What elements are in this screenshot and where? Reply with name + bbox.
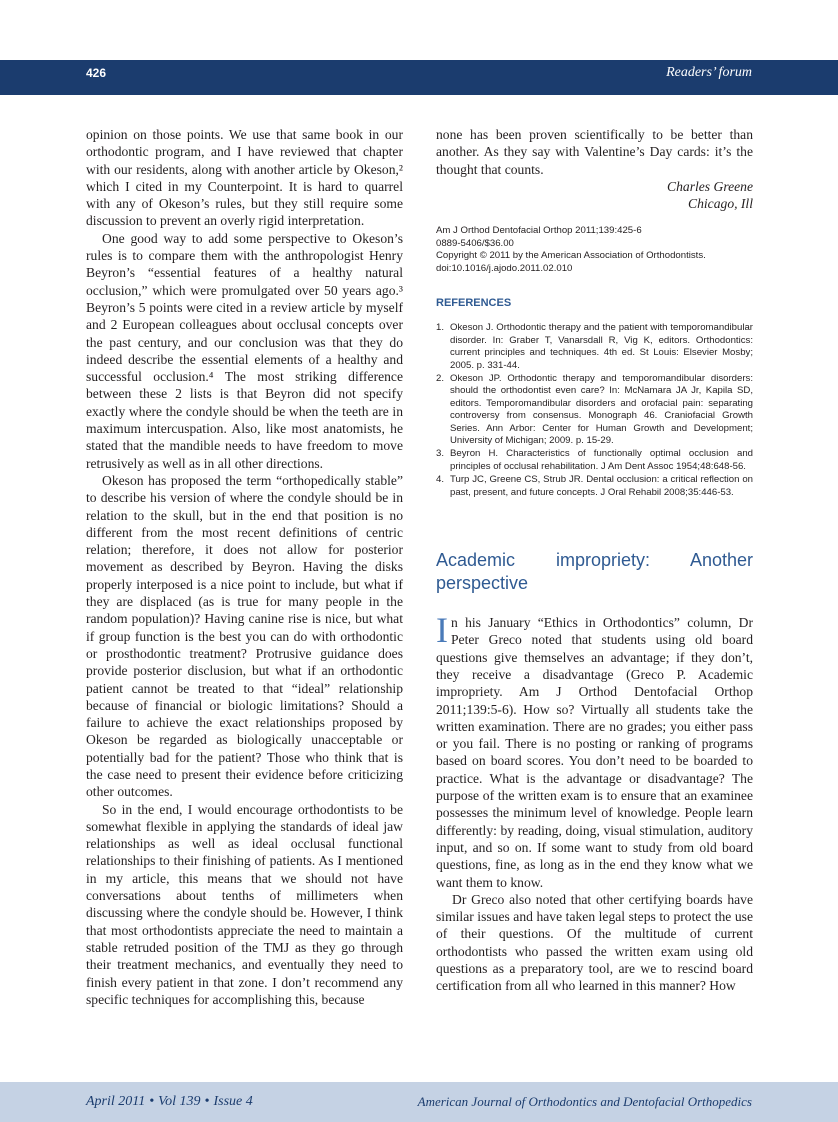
signature-name: Charles Greene [667, 178, 753, 194]
references-heading: REFERENCES [436, 297, 512, 310]
reference-number: 3. [436, 448, 445, 460]
footer-journal-name: American Journal of Orthodontics and Dentofacial Orthopedics [417, 1094, 752, 1109]
header-bar [0, 60, 838, 95]
page-number: 426 [86, 66, 107, 80]
reference-number: 2. [436, 373, 445, 385]
footer-issue: Issue 4 [213, 1094, 253, 1109]
article-paragraph [436, 610, 753, 891]
reference-text: Okeson J. Orthodontic therapy and the patient with temporomandibular disorder. In: Graber T, Vanarsdall R, Vig K, editors. Orthodontics: current principles and techniques. 4th ed. St Louis: Elsevier Mosby; 2005. p. 331-44. [450, 322, 753, 371]
footer-date: April 2011 [86, 1094, 146, 1109]
bullet-separator: • [149, 1094, 155, 1109]
citation-issn: 0889-5406/$36.00 [436, 237, 514, 249]
article-title: Academic impropriety: Another perspective [436, 550, 753, 594]
references-list [436, 322, 753, 499]
paragraph: opinion on those points. We use that same book in our orthodontic program, and I have reviewed that chapter with our residents, along with another article by Okeson,² which I cited in my Counterpoint. It is hard to quarrel with any of Okeson’s rules, but they still require some discussion to prevent an overly rigid interpretation. [86, 127, 403, 229]
citation-copyright: Copyright © 2011 by the American Association of Orthodontists. [436, 250, 706, 262]
paragraph: So in the end, I would encourage orthodontists to be somewhat flexible in applying the standards of ideal jaw relationships as well as ideal occlusal functional relationships to their finishing of patients. As I mentioned in my article, this means that we should not have conversations about tenths of millimeters when discussing where the condyle should be. However, I think that most orthodontists appreciate the need to maintain a stable retruded position of the TMJ as they go through their treatment mechanics, and eventually they need to finish every patient in that zone. I don’t recommend any specific techniques for accomplishing this, because [86, 801, 403, 1007]
reference-number: 4. [436, 474, 445, 486]
reference-text: Beyron H. Characteristics of functionally optimal occlusion and principles of occlusal rehabilitation. J Am Dent Assoc 1954;48:648-56. [450, 448, 753, 472]
section-label: Readers’ forum [666, 65, 752, 80]
reference-item [436, 474, 753, 499]
signature-place: Chicago, Ill [688, 196, 753, 212]
citation-doi: doi:10.1016/j.ajodo.2011.02.010 [436, 262, 573, 274]
footer-volume: Vol 139 [158, 1094, 201, 1109]
right-column [436, 126, 753, 995]
footer-issue-info [86, 1094, 253, 1110]
paragraph: One good way to add some perspective to Okeson’s rules is to compare them with the anthropologist Henry Beyron’s “essential features of a healthy natural occlusion,” which were promulgated over 50 years ago.³ Beyron’s 5 points were cited in a review article by myself and 2 European colleagues about occlusal concepts over the past century, and our conclusion was that they do indeed describe the essential elements of a healthy and successful occlusion.⁴ The most striking difference between these 2 lists is that Beyron did not specify exactly where the condyle should be when the teeth are in maximum intercuspation. Also, like most anatomists, he stated that the mandible needs to have freedom to move retrusively as well as in all other directions. [86, 230, 403, 471]
citation-journal-line: Am J Orthod Dentofacial Orthop 2011;139:425-6 [436, 225, 642, 237]
reference-number: 1. [436, 322, 445, 334]
reference-text: Okeson JP. Orthodontic therapy and temporomandibular disorders: should the orthodontist even care? In: McNamara JA Jr, Kapila SD, editors. Temporomandibular disorders and orofacial pain: separating controversy from consensus. Monograph 46. Craniofacial Growth Series. Ann Arbor: Center for Human Growth and Development; University of Michigan; 2009. p. 15-29. [450, 373, 753, 447]
reference-item [436, 322, 753, 372]
paragraph: none has been proven scientifically to be better than another. As they say with Valentine’s Day cards: it’s the thought that counts. [436, 127, 753, 177]
article-paragraph-text: n his January “Ethics in Orthodontics” column, Dr Peter Greco noted that students using old board questions give themselves an advantage; if they don’t, they receive a disadvantage (Greco P. Academic impropriety. Am J Orthod Dentofacial Orthop 2011;139:5-6). How so? Virtually all students take the written examination. There are no grades; you either pass or you fail. There is no posting or ranking of programs based on board scores. You don’t need to be boarded to practice. What is the advantage or disadvantage? The purpose of the written exam is to ensure that an examinee possesses the minimum level of knowledge. People learn differently: by reading, doing, visual stimulation, auditory input, and so on. If some want to study from old board questions, fine, as long as in the end they know what we want them to know. [436, 615, 753, 890]
paragraph: Okeson has proposed the term “orthopedically stable” to describe his version of where the condyle should be in relation to the skull, but in the end that position is no different from the most recent definitions of centric relation; therefore, it does not allow for posterior movement as described by Beyron. Having the disks properly interposed is a nice point to include, but what if they are displaced (as is true for many people in the random population)? Having canine rise is nice, but what if group function is the best you can do with orthodontic or prosthodontic treatment? Protrusive guidance does provide posterior disclusion, but what if an orthodontic patient cannot be treated to that “ideal” relationship because of financial or biologic limitations? Should a failure to achieve the exact relationships proposed by Okeson be regarded as biologically unacceptable or potentially bad for the patient? Those who think that is the case need to present their evidence before criticizing other outcomes. [86, 472, 403, 800]
footer-bar [0, 1082, 838, 1122]
bullet-separator: • [204, 1094, 210, 1109]
reference-item [436, 448, 753, 473]
reference-text: Turp JC, Greene CS, Strub JR. Dental occlusion: a critical reflection on past, present, and future concepts. J Oral Rehabil 2008;35:446-53. [450, 474, 753, 498]
drop-cap: I [436, 610, 448, 651]
reference-item [436, 373, 753, 447]
citation-block [436, 225, 753, 275]
article-paragraph: Dr Greco also noted that other certifying boards have similar issues and have taken legal steps to protect the use of their questions. Of the multitude of current orthodontists who passed the written exam using old questions as a preparatory tool, are we to rescind board certification from all who learned in this manner? How [436, 891, 753, 994]
left-column [86, 126, 403, 1008]
